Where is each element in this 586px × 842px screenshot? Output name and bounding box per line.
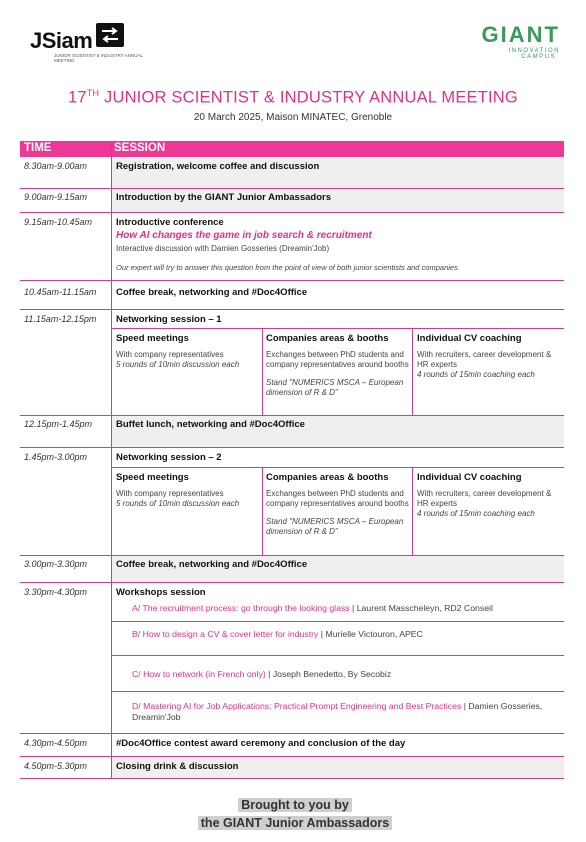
row-time: 9.15am-10.45am [24,217,93,227]
title-number: 17 [68,88,87,107]
speed-meetings-heading: Speed meetings [116,472,189,483]
workshop-d-speaker: | Damien Gosseries, Dreamin'Job [132,701,543,722]
header-session: SESSION [114,142,166,154]
cv-coaching-line1: With recruiters, career development & HR experts [417,350,552,369]
giant-logo-sub2: CAMPUS [521,54,556,60]
cv-coaching-line1: With recruiters, career development & HR experts [417,489,552,508]
row-session: Networking session – 1 [116,314,222,325]
speed-meetings-line2: 5 rounds of 10min discussion each [116,360,240,369]
agenda-row-lunch [20,416,564,448]
agenda-row-award-ceremony [20,734,564,757]
cv-coaching-heading: Individual CV coaching [417,333,522,344]
giant-logo-sub1: INNOVATION [508,48,560,54]
agenda-row-coffee-break-1 [20,281,564,310]
companies-booths-line1: Exchanges between PhD students and company representatives around booths [266,350,409,369]
workshop-a [132,603,562,614]
row-session: Coffee break, networking and #Doc4Office [116,287,308,298]
row-session: Workshops session [116,587,206,598]
workshop-b-speaker: | Murielle Victouron, APEC [318,629,423,639]
workshop-d-title: D/ Mastering AI for Job Applications: Practical Prompt Engineering and Best Practices [132,701,462,711]
companies-booths-block [266,333,410,398]
workshop-c [132,669,562,680]
giant-logo-word: GIANT [481,22,560,47]
agenda-row-registration [20,158,564,189]
companies-booths-block [266,472,410,537]
footer-credit [195,796,395,832]
agenda-row-closing [20,757,564,779]
workshop-b-title: B/ How to design a CV & cover letter for industry [132,629,319,639]
conference-detail: Interactive discussion with Damien Gosseries (Dreamin'Job) [116,244,330,253]
row-session: Introductive conference [116,217,224,228]
row-time: 1.45pm-3.00pm [24,452,88,462]
workshop-d [132,701,562,723]
companies-booths-line2: Stand "NUMERICS MSCA – European dimension of R & D" [266,378,404,397]
row-session: Networking session – 2 [116,452,222,463]
companies-booths-line2: Stand "NUMERICS MSCA – European dimension of R & D" [266,517,404,536]
row-time: 4.30pm-4.50pm [24,738,88,748]
row-time: 12.15pm-1.45pm [24,419,93,429]
row-time: 9.00am-9.15am [24,192,88,202]
speed-meetings-line1: With company representatives [116,489,224,498]
companies-booths-line1: Exchanges between PhD students and company representatives around booths [266,489,409,508]
row-time: 8.30am-9.00am [24,161,88,171]
workshop-a-speaker: | Laurent Masscheleyn, RD2 Conseil [349,603,493,613]
agenda-header-row [20,141,564,157]
row-session: Buffet lunch, networking and #Doc4Office [116,419,305,430]
row-time: 4.50pm-5.30pm [24,761,88,771]
workshop-c-title: C/ How to network (in French only) [132,669,266,679]
page-subtitle: 20 March 2025, Maison MINATEC, Grenoble [193,112,393,123]
row-time: 10.45am-11.15am [24,287,97,297]
jsiam-logo-word: JSiam [30,28,93,53]
companies-booths-heading: Companies areas & booths [266,472,389,483]
speed-meetings-heading: Speed meetings [116,333,189,344]
conference-note: Our expert will try to answer this question from the point of view of both junior scientists and companies [116,263,458,272]
jsiam-logo [30,20,143,70]
page-title [0,88,586,108]
speed-meetings-block [116,472,261,509]
jsiam-arrows-icon [96,23,124,47]
column-divider [111,141,112,779]
footer-line1: Brought to you by [238,798,352,812]
row-time: 11.15am-12.15pm [24,314,97,324]
cv-coaching-block [417,333,562,380]
agenda-row-coffee-break-2 [20,556,564,583]
row-session: Closing drink & discussion [116,761,239,772]
conference-topic: How AI changes the game in job search & recruitment [116,230,372,241]
giant-logo [460,24,560,68]
agenda-row-workshops [20,583,564,734]
row-time: 3.00pm-3.30pm [24,559,88,569]
agenda-row-conference [20,213,564,281]
speed-meetings-block [116,333,261,370]
agenda-row-networking-2 [20,448,564,556]
cv-coaching-line2: 4 rounds of 15min coaching each [417,370,535,379]
cv-coaching-heading: Individual CV coaching [417,472,522,483]
speed-meetings-line1: With company representatives [116,350,224,359]
speed-meetings-line2: 5 rounds of 10min discussion each [116,499,240,508]
workshop-c-speaker: | Joseph Benedetto, By Secobiz [265,669,392,679]
row-session: #Doc4Office contest award ceremony and conclusion of the day [116,738,406,749]
cv-coaching-line2: 4 rounds of 15min coaching each [417,509,535,518]
companies-booths-heading: Companies areas & booths [266,333,389,344]
title-superscript: TH [86,88,100,98]
header-time: TIME [24,142,52,154]
agenda-row-networking-1 [20,310,564,416]
row-session: Introduction by the GIANT Junior Ambassadors [116,192,331,203]
footer-line2: the GIANT Junior Ambassadors [198,816,392,830]
agenda-row-introduction [20,189,564,213]
title-text: JUNIOR SCIENTIST & INDUSTRY ANNUAL MEETING [99,88,518,107]
cv-coaching-block [417,472,562,519]
row-time: 3.30pm-4.30pm [24,587,88,597]
workshop-b [132,629,562,640]
jsiam-logo-subtitle: JUNIOR SCIENTIST & INDUSTRY ANNUAL MEETING [54,53,143,63]
row-session: Coffee break, networking and #Doc4Office [116,559,308,570]
row-session: Registration, welcome coffee and discussion [116,161,320,172]
workshop-a-title: A/ The recruitment process: go through the looking glass [132,603,350,613]
